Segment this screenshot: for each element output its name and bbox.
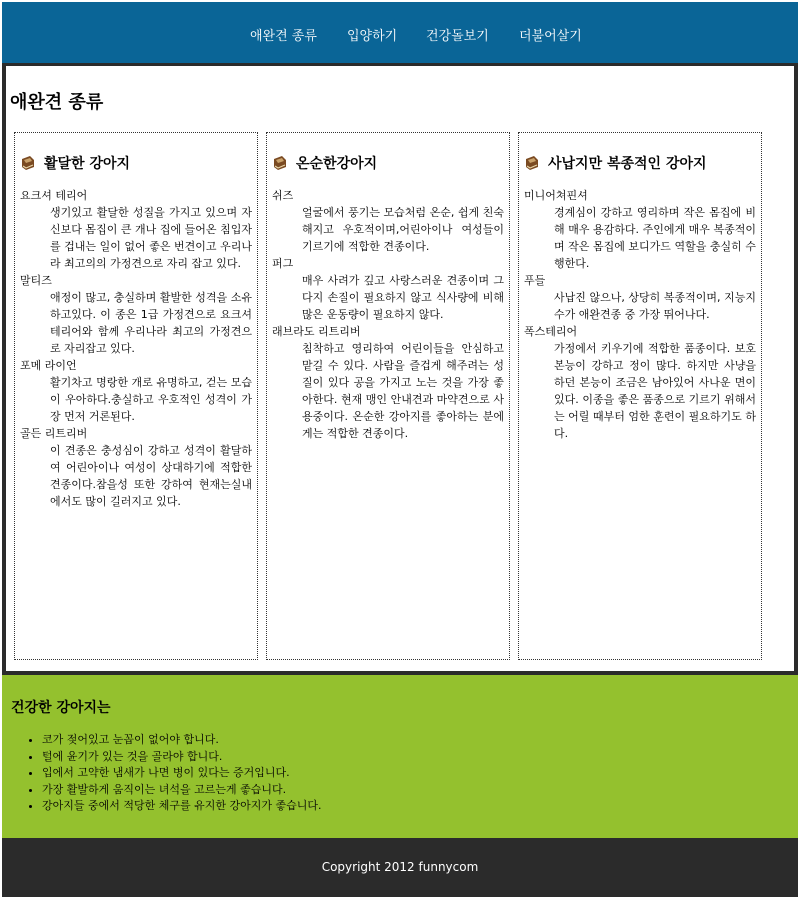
breed-column-active bbox=[14, 132, 258, 660]
list-item: • 털에 윤기가 있는 것을 골라야 합니다. bbox=[42, 749, 322, 766]
breed-description: 얼굴에서 풍기는 모습처럼 온순, 쉽게 친숙해지고 우호적이며,어린아이나 여성들이 기르기에 적합한 견종이다. bbox=[302, 206, 504, 253]
nav-item-breeds[interactable]: 애완견 종류 bbox=[250, 29, 317, 44]
column-heading-label: 온순한강아지 bbox=[296, 156, 378, 172]
breed-name: 푸들 bbox=[524, 274, 546, 287]
list-item: • 가장 활발하게 움직이는 녀석을 고르는게 좋습니다. bbox=[42, 782, 322, 799]
breed-description: 경계심이 강하고 영리하며 작은 몸집에 비해 매우 용감하다. 주인에게 매우 복종적이며 작은 몸집에 보디가드 역할을 충실히 수행한다. bbox=[554, 206, 756, 270]
column-heading bbox=[272, 153, 504, 173]
breed-column-gentle bbox=[266, 132, 510, 660]
breed-description: 생기있고 활달한 성질을 가지고 있으며 자신보다 몸집이 큰 개나 집에 들어온 침입자를 겁내는 일이 없어 좋은 번견이고 우리나라 최고의의 가정견으로 자리 잡고 있다. bbox=[50, 206, 252, 270]
breed-name: 폭스테리어 bbox=[524, 325, 578, 338]
copyright-text: Copyright 2012 funnycom bbox=[321, 860, 479, 874]
column-heading bbox=[524, 153, 756, 173]
breed-name: 쉬즈 bbox=[272, 189, 294, 202]
nav-item-adoption[interactable]: 입양하기 bbox=[347, 29, 398, 44]
column-heading-label: 활달한 강아지 bbox=[44, 156, 131, 172]
list-item: • 입에서 고약한 냄새가 나면 병이 있다는 증거입니다. bbox=[42, 765, 322, 782]
healthy-dog-section bbox=[2, 675, 798, 838]
nav-item-living-together[interactable]: 더불어살기 bbox=[519, 29, 582, 44]
page-title: 애완견 종류 bbox=[10, 92, 104, 113]
breed-name: 말티즈 bbox=[20, 274, 52, 287]
breed-name: 요크셔 테리어 bbox=[20, 189, 88, 202]
list-item: • 코가 젖어있고 눈꼽이 없어야 합니다. bbox=[42, 732, 322, 749]
healthy-tips-list bbox=[2, 732, 322, 815]
breed-description: 가정에서 키우기에 적합한 품종이다. 보호본능이 강하고 정이 많다. 하지만 사냥을 하던 본능이 조금은 남아있어 사나운 면이 있다. 이종을 좋은 품종으로 기르기 위해서는 어릴 때부터 엄한 훈련이 필요하기도 하다. bbox=[554, 342, 756, 440]
column-heading-label: 사납지만 복종적인 강아지 bbox=[548, 156, 707, 172]
list-item: • 강아지들 중에서 적당한 체구를 유지한 강아지가 좋습니다. bbox=[42, 798, 322, 815]
nav-item-health-care[interactable]: 건강돌보기 bbox=[426, 29, 489, 44]
breed-name: 미니어쳐핀셔 bbox=[524, 189, 588, 202]
breed-name: 래브라도 리트리버 bbox=[272, 325, 361, 338]
breed-name: 골든 리트리버 bbox=[20, 427, 88, 440]
breed-description: 침착하고 영리하여 어린이들을 안심하고 맡길 수 있다. 사람을 즐겁게 해주려는 성질이 있다 공을 가지고 노는 것을 가장 좋아한다. 현재 맹인 안내견과 마약견으로 사용중이다. 온순한 강아지를 좋아하는 분에게는 적합한 견종이다. bbox=[302, 342, 504, 440]
book-icon bbox=[524, 155, 540, 171]
breed-description: 이 견종은 충성심이 강하고 성격이 활달하여 어린아이나 여성이 상대하기에 적합한 견종이다.참을성 또한 강하여 현재는실내에서도 많이 길러지고 있다. bbox=[50, 444, 252, 508]
footer bbox=[2, 838, 798, 897]
breed-description: 애정이 많고, 충실하며 활발한 성격을 소유하고있다. 이 종은 1급 가정견으로 요크셔테리어와 함께 우리나라 최고의 가정견으로 자리잡고 있다. bbox=[50, 291, 252, 355]
column-heading bbox=[20, 153, 252, 173]
main-content bbox=[6, 66, 794, 671]
breed-name: 퍼그 bbox=[272, 257, 294, 270]
breed-description: 매우 사려가 깊고 사랑스러운 견종이며 그다지 손질이 필요하지 않고 식사량에 비해 많은 운동량이 필요하지 않다. bbox=[302, 274, 504, 321]
book-icon bbox=[272, 155, 288, 171]
top-nav bbox=[2, 2, 798, 63]
breed-column-fierce bbox=[518, 132, 762, 660]
book-icon bbox=[20, 155, 36, 171]
healthy-section-title: 건강한 강아지는 bbox=[11, 700, 111, 716]
breed-name: 포메 라이언 bbox=[20, 359, 77, 372]
breed-description: 사납진 않으나, 상당히 복종적이며, 지능지수가 애완견종 중 가장 뛰어나다. bbox=[554, 291, 756, 321]
breed-description: 활기차고 명랑한 개로 유명하고, 걷는 모습이 우아하다.충실하고 우호적인 성격이 가장 먼저 거론된다. bbox=[50, 376, 252, 423]
